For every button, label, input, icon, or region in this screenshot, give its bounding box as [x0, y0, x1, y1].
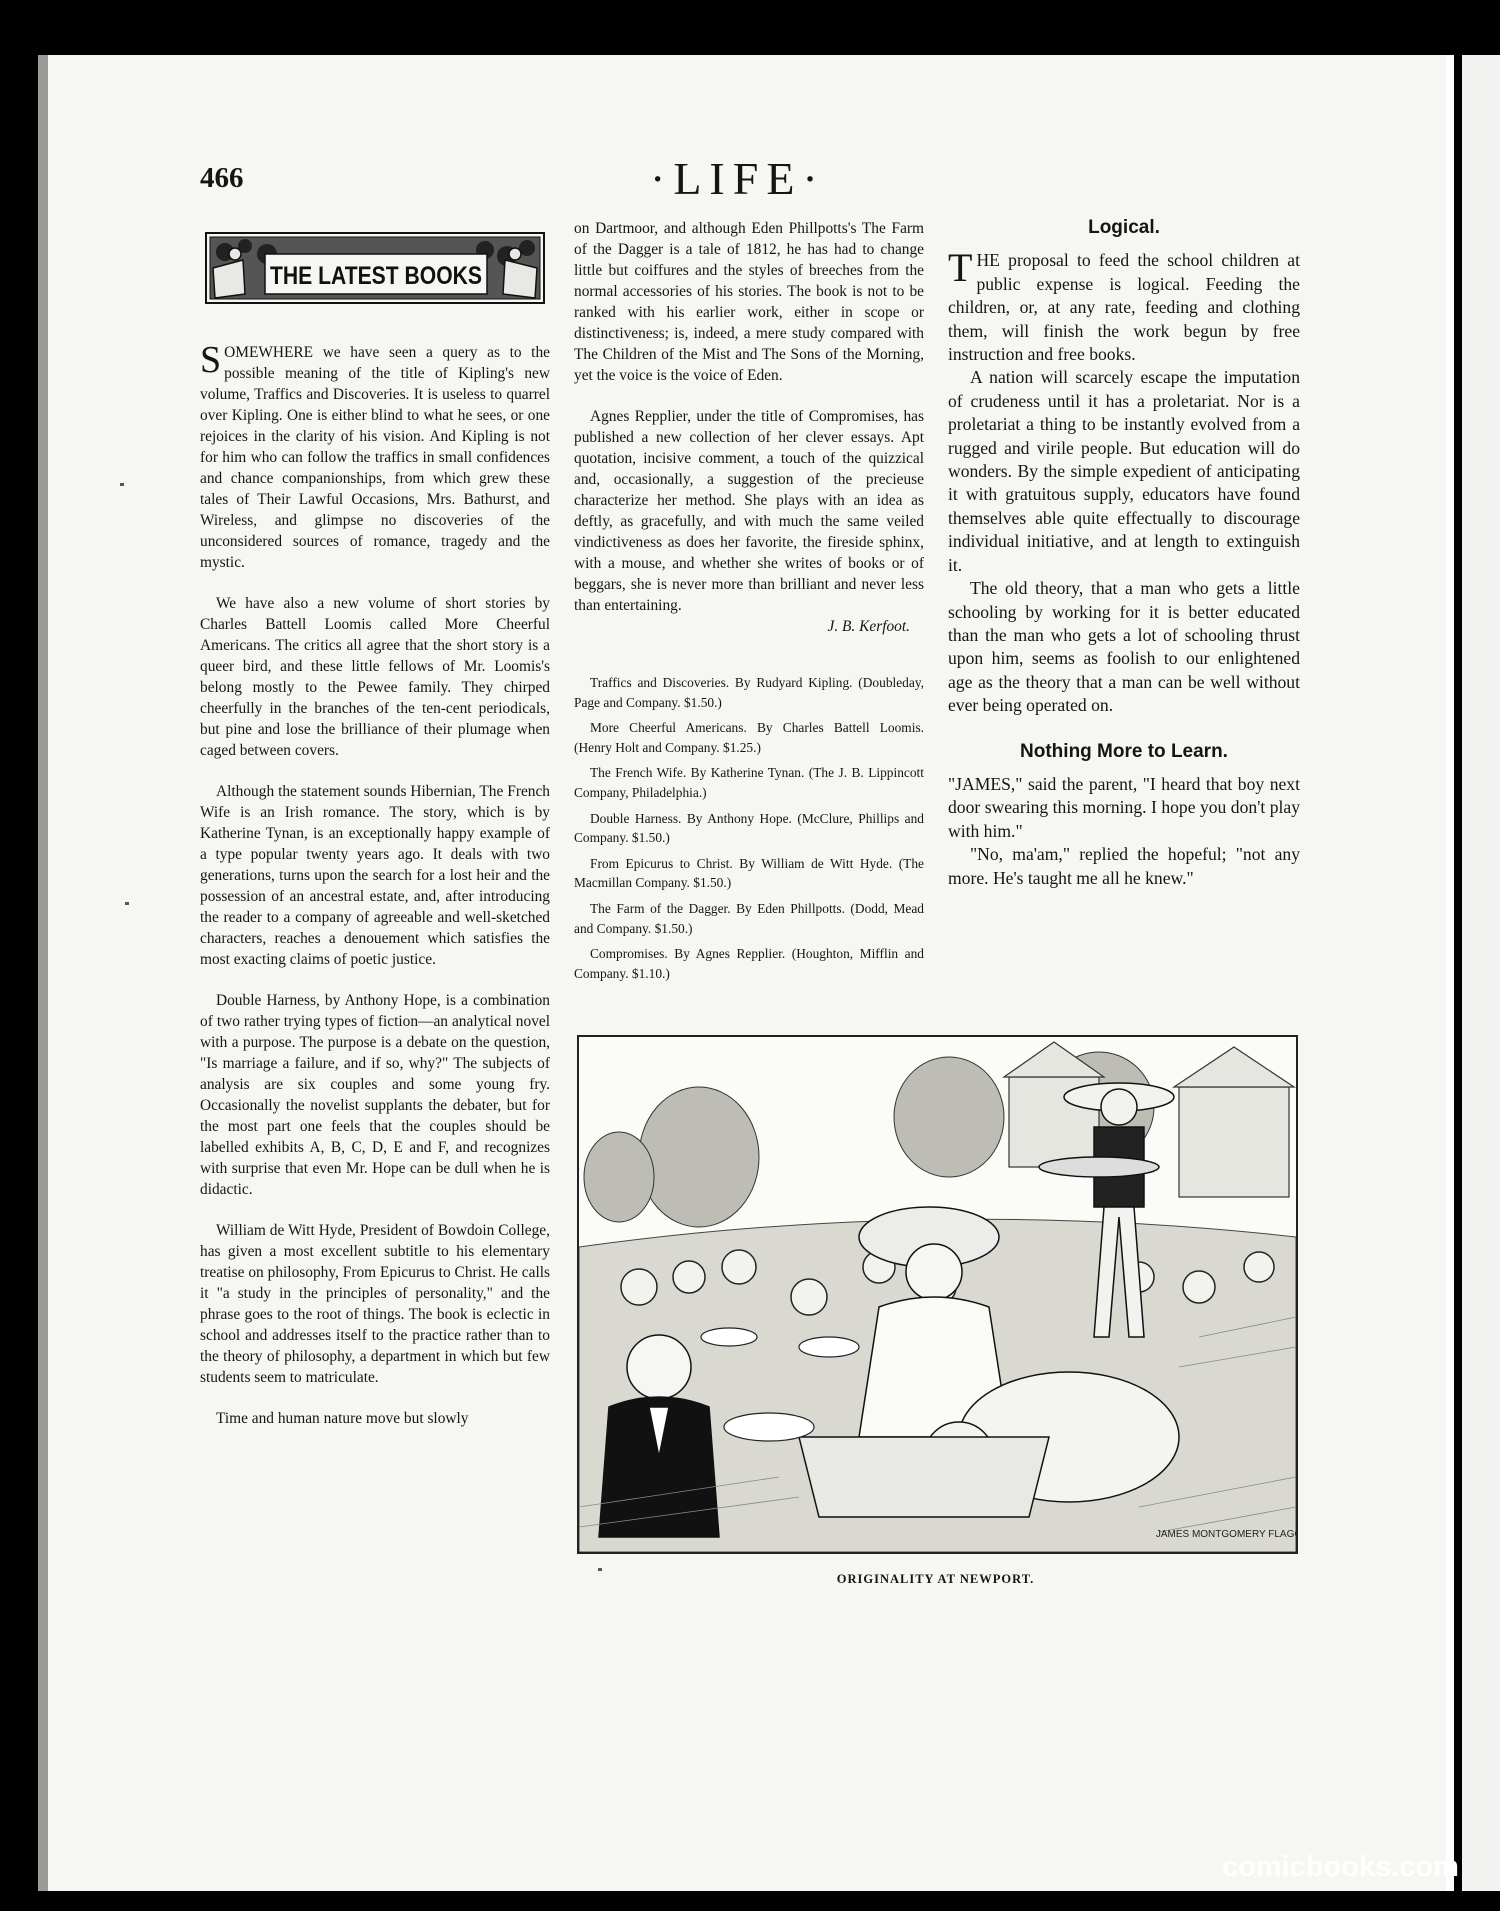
book-list [574, 673, 924, 983]
article-title-nothing-more: Nothing More to Learn. [1020, 740, 1228, 762]
paragraph-james-2: "No, ma'am," replied the hopeful; "not any more. He's taught me all he knew." [948, 844, 1300, 888]
paper-speck [598, 1568, 602, 1571]
author-signature: J. B. Kerfoot. [827, 618, 910, 635]
page-edge [38, 55, 48, 1891]
masthead: ·LIFE· [650, 153, 826, 204]
paper-speck [120, 483, 124, 486]
facing-page [1462, 55, 1500, 1891]
paragraph-repplier: Agnes Repplier, under the title of Compromises, has published a new collection of her clever essays. Apt quotation, incisive comment, a touch of the quizzical and, occasionally, a suggestion of the precieuse characterize her method. She plays with an idea as deftly, as gracefully, and with much the same veiled vindictiveness as does her favorite, the fireside sphinx, with a mouse, and whether she writes of books or of beggars, she is never more than brilliant and never less than entertaining. [574, 408, 924, 614]
paragraph-james-1: "JAMES," said the parent, "I heard that boy next door swearing this morning. I hope you don't play with him." [948, 773, 1300, 841]
facing-page-edge [1446, 55, 1454, 1891]
book-entry: From Epicurus to Christ. By William de Witt Hyde. (The Macmillan Company. $1.50.) [574, 855, 924, 891]
book-entry: The Farm of the Dagger. By Eden Phillpotts. (Dodd, Mead and Company. $1.50.) [574, 900, 924, 936]
newport-garden-party-drawing [579, 1037, 1296, 1552]
right-column [948, 216, 1300, 890]
watermark: comicbooks.com [1222, 1851, 1459, 1883]
book-entry: More Cheerful Americans. By Charles Battell Loomis. (Henry Holt and Company. $1.25.) [574, 720, 924, 755]
page-number: 466 [200, 162, 244, 194]
banner-title: THE LATEST BOOKS [270, 262, 482, 290]
book-entry: The French Wife. By Katherine Tynan. (The J. B. Lippincott Company, Philadelphia.) [574, 765, 924, 800]
paper-speck [125, 902, 129, 905]
book-entry: Traffics and Discoveries. By Rudyard Kipling. (Doubleday, Page and Company. $1.50.) [574, 675, 924, 710]
cartoon-illustration [577, 1035, 1298, 1554]
paragraph-logical-2: A nation will scarcely escape the imputation of crudeness until it has a proletariat. Nor is a proletariat a thing to be instantly evolved from a rugged and virile people. But education will do wonders. By the simple expedient of anticipating it with gratuitous supply, educators have found themselves able quite effectually to discourage individual initiative, and at length to extinguish it. [948, 367, 1300, 575]
paragraph-loomis: We have also a new volume of short stories by Charles Battell Loomis called More Cheerful Americans. The critics all agree that the short story is a queer bird, and these little fellows of Mr. Loomis's belong mostly to the Pewee family. They chirped cheerfully in the branches of the ten-cent periodicals, but pine and lose the brilliance of their plumage when caged between covers. [200, 595, 550, 759]
latest-books-banner [205, 232, 545, 304]
left-column [200, 339, 550, 1449]
paragraph-hyde: William de Witt Hyde, President of Bowdoin College, has given a most excellent subtitle to his elementary treatise on philosophy, From Epicurus to Christ. He calls it "a study in the principles of personality," and the phrase goes to the root of things. The book is eclectic in school and addresses itself to the practice rather than to the theory of philosophy, a department in which but few students seem to matriculate. [200, 1222, 550, 1386]
artist-signature: JAMES MONTGOMERY FLAGG [1155, 1529, 1296, 1540]
paragraph-continued: Time and human nature move but slowly [216, 1410, 469, 1427]
book-entry: Double Harness. By Anthony Hope. (McClure, Phillips and Company. $1.50.) [574, 810, 924, 846]
book-entry: Compromises. By Agnes Repplier. (Houghton, Mifflin and Company. $1.10.) [574, 946, 924, 981]
paragraph-kipling: SOMEWHERE we have seen a query as to the possible meaning of the title of Kipling's new volume, Traffics and Discoveries. It is useless to quarrel over Kipling. One is either blind to what he sees, or one rejoices in the clarity of his vision. And Kipling is not for him who can follow the traffics in small confidences and chance companionships, from which grew these tales of Their Lawful Occasions, Mrs. Bathurst, and Wireless, and glimpse no discoveries of the unconsidered sources of romance, tragedy and the mystic. [200, 339, 550, 571]
article-title-logical: Logical. [1088, 217, 1160, 238]
paragraph-tynan: Although the statement sounds Hibernian, The French Wife is an Irish romance. The story, which is by Katherine Tynan, is an exceptionally happy example of a type popular twenty years ago. It deals with two generations, turns upon the search for a lost heir and the possession of an ancestral estate, and, after introducing the reader to a company of agreeable and well-sketched characters, reaches a denouement which satisfies the most exacting claims of poetic justice. [200, 783, 550, 968]
paragraph-hope: Double Harness, by Anthony Hope, is a combination of two rather trying types of fiction—an analytical novel with a purpose. The purpose is a debate on the question, "Is marriage a failure, and if so, why?" The subjects of analysis are six couples and some young fry. Occasionally the novelist supplants the debater, but for the most part one feels that the couples should be labelled exhibits A, B, C, D, E and F, and recognizes with surprise that even Mr. Hope can be dull when he is didactic. [200, 992, 550, 1198]
illustration-caption: ORIGINALITY AT NEWPORT. [836, 1572, 1035, 1586]
paragraph-logical-1: THE proposal to feed the school children at public expense is logical. Feeding the children, or, at any rate, feeding and clothing them, will finish the work begun by free instruction and free books. [948, 245, 1300, 365]
paragraph-logical-3: The old theory, that a man who gets a little schooling by working for it is better educated than the man who gets a lot of schooling thrust upon him, seems as foolish to our enlightened age as the theory that a man can be well without ever being operated on. [948, 578, 1300, 716]
middle-column [574, 218, 924, 989]
paragraph-phillpotts: on Dartmoor, and although Eden Phillpotts's The Farm of the Dagger is a tale of 1812, he has had to change little but coiffures and the styles of breeches from the normal accessories of his stories. The book is not to be ranked with his earlier work, either in scope or distinctiveness; is, indeed, a mere study compared with The Children of the Mist and The Sons of the Morning, yet the voice is the voice of Eden. [574, 220, 924, 384]
